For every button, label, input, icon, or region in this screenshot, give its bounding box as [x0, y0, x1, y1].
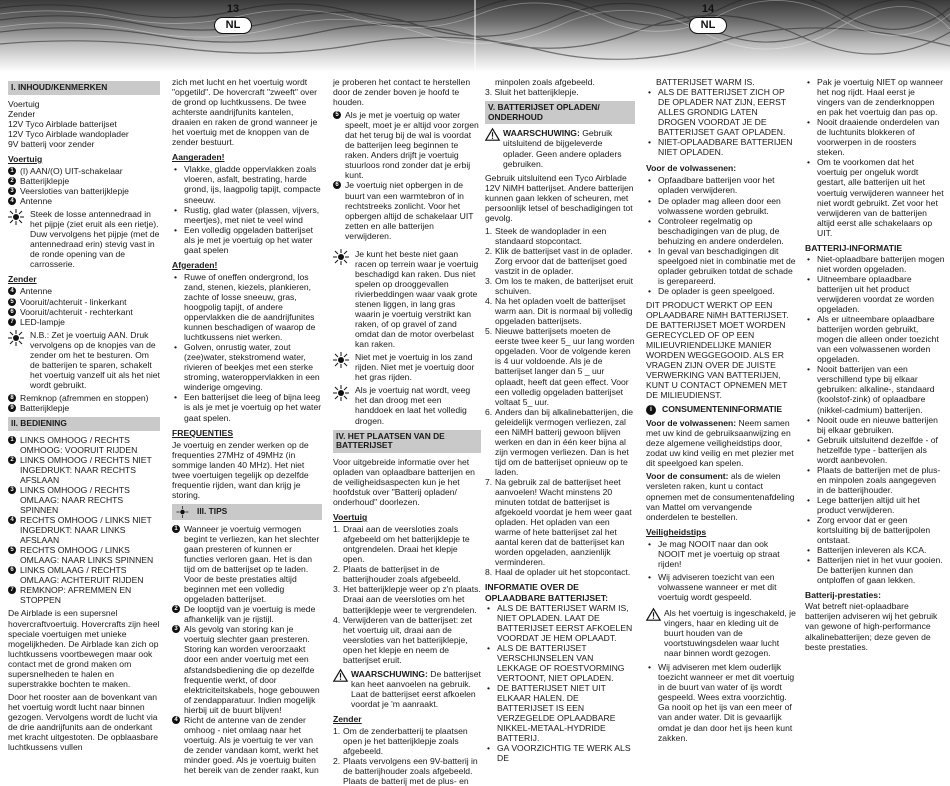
list-item: • Lege batterijen altijd uit het product verwijderen.	[805, 495, 945, 515]
paragraph: Wat betreft niet-oplaadbare batterijen adviseren wij het gebruik van gewone of high-performance alkalinebatterijen; deze geven de beste prestaties.	[805, 601, 938, 652]
list-item: 4 Antenne	[8, 196, 160, 206]
list-item: • ALS DE BATTERIJSET ZICH OP DE OPLADER NAT ZIJN, EERST ALLES GRONDIG LATEN DROGEN VOORDAT JE DE BATTERIJSET GAAT OPLADEN.	[646, 87, 796, 137]
tip-sparkle-icon	[8, 330, 28, 346]
warning-triangle-icon	[646, 608, 661, 621]
tips-list	[172, 524, 322, 775]
list-item: • Zorg ervoor dat er geen kortsluiting bij de batterijpolen ontstaat.	[805, 515, 945, 545]
column-5	[646, 77, 796, 743]
tip-wet: Als je voertuig nat wordt, veeg het dan droog met een handdoek en laat het volledig drogen.	[333, 385, 481, 425]
contents-item: 12V Tyco Airblade batterijset	[8, 118, 117, 129]
batterij-informatie-list	[805, 254, 945, 586]
contents-item: Voertuig	[8, 98, 40, 109]
subheading-info-oplaadbare: INFORMATIE OVER DE OPLAADBARE BATTERIJSET:	[485, 582, 609, 603]
subheading-voertuig: Voertuig	[333, 512, 368, 523]
bediening-list	[8, 435, 160, 606]
contents-item: Zender	[8, 108, 36, 119]
paragraph: Gebruik uitsluitend een Tyco Airblade 12V NiMH batterijset. Andere batterijen kunnen gaan lekken of scheuren, met persoonlijk letsel of beschadigingen tot gevolg.	[485, 172, 634, 223]
list-item: • Rustig, glad water (plassen, vijvers, meertjes), met niet te veel wind	[172, 205, 322, 225]
veiligheidstips-list-2	[646, 662, 796, 742]
paragraph: minpolen zoals afgebeeld.	[495, 77, 595, 87]
list-item: 1. Steek de wandoplader in een standaard stopcontact.	[485, 225, 607, 246]
list-item: • Uitneembare oplaadbare batterijen uit het product verwijderen voordat ze worden opgeladen.	[805, 274, 945, 314]
subheading-volwassenen: Voor de volwassenen:	[646, 163, 737, 174]
page-number-left: 13	[226, 3, 240, 15]
veiligheidstips-list	[646, 539, 796, 602]
list-item: 1. Draai aan de veersloties zoals afgebeeld om het batterijklepje te ontgrendelen. Draai het klepje open.	[333, 524, 470, 565]
language-badge-right: NL	[689, 17, 727, 34]
column-2	[172, 77, 322, 775]
list-item: • Gebruik uitsluitend dezelfde - of hetzelfde type - batterijen als wordt aanbevolen.	[805, 435, 945, 465]
volwassenen-list	[646, 175, 796, 296]
list-item: 6 Vooruit/achteruit - rechterkant	[8, 307, 160, 317]
section-heading-bediening: II. BEDIENING	[8, 417, 160, 431]
list-item: • Batterijen inleveren als KCA.	[805, 545, 945, 555]
tip-zender: N.B.: Zet je voertuig AAN. Druk vervolgens op de knopjes van de zender om het te besturen. Om de batterijen te sparen, schakelt het voertuig vanzelf uit als het niet wordt gebruikt.	[8, 330, 160, 390]
list-item: • Niet-oplaadbare batterijen mogen niet worden opgeladen.	[805, 254, 945, 274]
list-item: • Nooit batterijen van een verschillend type bij elkaar gebruiken: alkaline-, standaard (koolstof-zink) of oplaadbare (nikkel-cadmium) batterijen.	[805, 364, 945, 414]
subheading-zender: Zender	[333, 713, 362, 724]
list-item: 4 Antenne	[8, 286, 160, 296]
language-badge-left: NL	[214, 17, 252, 34]
info-list-cont	[646, 87, 796, 157]
warning-charger: WAARSCHUWING: Gebruik uitsluitend de bijgeleverde oplader. Geen andere opladers gebruiken.	[485, 128, 635, 168]
list-item: 5 Als je met je voertuig op water speelt, moet je er altijd voor zorgen dat het terug bij de wal is voordat de batterijen leeg beginnen te raken. Anders drijft je voertuig stuurloos rond zonder dat je erbij kunt.	[333, 110, 481, 180]
list-item: • Een batterijset die leeg of bijna leeg is als je met je voertuig op het water gaat spelen.	[172, 392, 322, 422]
list-item: 6 Je voertuig niet opbergen in de buurt van een warmtebron of in rechtstreeks zonlicht. Voor het opbergen altijd de schakelaar UIT zetten en alle batterijen verwijderen.	[333, 180, 481, 240]
list-item: 4. Na het opladen voelt de batterijset warm aan. Dit is normaal bij volledig opgeladen batterijsets.	[485, 296, 633, 327]
list-item: 2 Batterijklepje	[8, 176, 160, 186]
list-item: 8 Remknop (afremmen en stoppen)	[8, 393, 160, 403]
list-item: 5 Vooruit/achteruit - linkerkant	[8, 297, 160, 307]
column-4	[485, 77, 635, 763]
list-item: 2. Klik de batterijset vast in de oplader. Zorg ervoor dat de batterijset goed vastzit in de oplader.	[485, 245, 633, 277]
subheading-voertuig: Voertuig	[8, 153, 43, 164]
tip-terrain: Je kunt het beste niet gaan racen op terrein waar je voertuig beschadigd kan raken. Dus niet spelen op drooggevallen rivierbeddingen waar vaak grote stenen liggen, in lang gras waarin je voertuig verstrikt kan raken, of op gravel of zand omdat dan de motor overbelast kan raken.	[333, 249, 481, 349]
list-item: 2 De looptijd van je voertuig is mede afhankelijk van je rijstijl.	[172, 604, 322, 624]
column-3	[333, 77, 481, 786]
list-item: 3 Als gevolg van storing kan je voertuig slechter gaan presteren. Storing kan worden veroorzaakt door een ander voertuig met een afstandsbediening die op dezelfde frequentie werkt, of door elektriciteitskabels, hoge gebouwen of zendapparatuur. Indien mogelijk hierbij uit de buurt blijven!	[172, 624, 322, 714]
list-item: • Opfaadbare batterijen voor het opladen verwijderen.	[646, 175, 796, 195]
tip-antenna: Steek de losse antennedraad in het pijpje (ziet eruit als een rietje). Duw vervolgens het pijpje (met de antennedraad erin) stevig vast in de ronde opening van de carrosserie.	[8, 209, 160, 269]
contents-list	[8, 99, 160, 149]
list-item: 4 RECHTS OMHOOG / LINKS NIET INGEDRUKT: NAAR LINKS AFSLAAN	[8, 515, 160, 545]
list-item: • Plaats de batterijen met de plus- en minpolen zoals aangegeven in de batterijhouder.	[805, 465, 945, 495]
list-item: 3. Om los te maken, de batterijset eruit schuiven.	[485, 276, 634, 297]
list-item: 1 Wanneer je voertuig vermogen begint te verliezen, kan het slechter gaan presteren of kunnen er functies verloren gaan. Het is dan tijd om de batterijset op te laden. Voor de beste prestaties altijd beginnen met een volledig opgeladen batterijset.	[172, 524, 322, 604]
list-item: 3. Het batterijklepje weer op z'n plaats. Draai aan de veersloties om het batterijklepje weer te vergrendelen.	[333, 584, 481, 615]
list-item: 7. Na gebruik zal de batterijset heet aanvoelen! Wacht minstens 20 minuten totdat de batterijset is afgekoeld voordat je hem weer gaat opladen. Het opladen van een warme of hete batterijset zal het aantal keren dat de batterijset kan worden opgeladen, aanzienlijk verminderen.	[485, 477, 632, 568]
subheading-batterij-prestaties: Batterij-prestaties:	[805, 590, 881, 601]
paragraph: De Airblade is een supersnel hovercraftvoertuig. Hovercrafts zijn heel speciale voertuigen met unieke mogelijkheden. De Airblade kan zich op luchtkussens voortbewegen maar ook contact met de grond maken om supersnelheden te halen en superstrakke bochten te maken.	[8, 608, 160, 689]
list-item: • NIET-OPLAADBARE BATTERIJEN NIET OPLADEN.	[646, 137, 796, 157]
info-icon: i	[646, 405, 656, 415]
section-heading-tips: III. TIPS	[172, 504, 322, 520]
contents-item: 9V batterij voor zender	[8, 138, 95, 149]
list-item: 7 LED-lampje	[8, 317, 160, 327]
page-number-right: 14	[701, 3, 715, 15]
safety-list	[805, 77, 945, 238]
list-item: • Als er uitneembare oplaadbare batterijen worden gebruikt, mogen die alleen onder toezicht van een volwassenen worden opgeladen.	[805, 314, 945, 364]
afgeraden-list	[172, 272, 322, 423]
subheading-afgeraden: Afgeraden!	[172, 259, 218, 270]
aangeraden-list	[172, 164, 322, 254]
list-item: • Je mag NOOIT naar dan ook NOOIT met je voertuig op straat rijden!	[646, 539, 796, 569]
subheading-consumenteninformatie: i CONSUMENTENINFORMATIE	[646, 404, 796, 415]
list-item: • Om te voorkomen dat het voertuig per ongeluk wordt gestart, alle batterijen uit het voertuig verwijderen wanneer het niet wordt gebruikt. Zet voor het verwijderen van de batterijen altijd eerst alle schakelaars op UIT.	[805, 157, 945, 237]
column-6	[805, 77, 945, 655]
list-item: 4. Verwijderen van de batterijset: zet het voertuig uit, draai aan de veersloties van het batterijklepje, open het klepje en neem de batterijset eruit.	[333, 614, 472, 665]
paragraph: Door het rooster aan de bovenkant van het voertuig wordt lucht naar binnen gezogen. Vervolgens wordt de lucht via de drie aandrijfunits aan de onderkant met kracht uitgestoten. De opblaasbare luchtkussens vullen	[8, 691, 159, 753]
tip-sparkle-icon	[333, 352, 353, 368]
subheading-frequenties: FREQUENTIES	[172, 427, 234, 438]
section-heading-inhoud: I. INHOUD/KENMERKEN	[8, 81, 160, 95]
zender-parts-list	[8, 286, 160, 326]
list-item: • Wij adviseren toezicht van een volwassene wanneer er met dit voertuig wordt gespeeld.	[646, 572, 796, 602]
paragraph: je proberen het contact te herstellen door de zender boven je hoofd te houden.	[333, 77, 471, 108]
subheading-aangeraden: Aangeraden!	[172, 152, 225, 163]
list-item: • ALS DE BATTERIJSET VERSCHIJNSELEN VAN LEKKAGE OF ROESTVORMING VERTOONT, NIET OPLADEN.	[485, 643, 635, 683]
tip-sparkle-icon	[333, 385, 353, 401]
decorative-texture	[0, 0, 950, 72]
list-item: • ALS DE BATTERIJSET WARM IS, NIET OPLADEN. LAAT DE BATTERIJSET EERST AFKOELEN VOORDAT JE HEM OPLAADT.	[485, 603, 635, 643]
list-item: 2 LINKS OMHOOG / RECHTS NIET INGEDRUKT: NAAR RECHTS AFSLAAN	[8, 455, 160, 485]
list-item: • Controleer regelmatig op beschadigingen van de plug, de behuizing en andere onderdelen.	[646, 216, 796, 246]
tip-sparkle-icon	[333, 249, 353, 265]
list-item: • Wij adviseren met klem ouderlijk toezicht wanneer er met dit voertuig in de buurt van water of ijs wordt gespeeld. Wees extra voorzichtig. Ga nooit op het ijs van een meer of van ander water. Dit is gevaarlijk omdat je dan door het ijs heen kunt zakken.	[646, 662, 796, 742]
list-item: 3 LINKS OMHOOG / RECHTS OMLAAG: NAAR RECHTS SPINNEN	[8, 485, 160, 515]
list-item: 4 Richt de antenne van de zender omhoog - niet omlaag naar het voertuig. Als je voertuig te ver van de zender vandaan komt, werkt het minder goed. Als je voertuig buiten het bereik van de zender raakt, kun	[172, 715, 322, 775]
warning-battery-hot: WAARSCHUWING: De batterijset kan heet aanvoelen na gebruik. Laat de batterijset eerst afkoelen voordat je 'm aanraakt.	[333, 669, 481, 709]
paragraph-recycle: DIT PRODUCT WERKT OP EEN OPLAADBARE NiMH BATTERIJSET. DE BATTERIJSET MOET WORDEN GERECYCLED OF OP EEN MILIEUVRIENDELIJKE MANIER WORDEN WEGGEGOOID. ALS ER VRAGEN ZIJN OVER DE JUISTE VERWERKING VAN BATTERIJEN, KUNT U CONTACT OPNEMEN MET DE MILIEUDIENST.	[646, 299, 789, 401]
subheading-zender: Zender	[8, 274, 37, 285]
list-item: 1. Om de zenderbatterij te plaatsen open je het batterijklepje zoals afgebeeld.	[333, 726, 468, 757]
contents-item: 12V Tyco Airblade wandoplader	[8, 128, 129, 139]
tip-sand: Niet met je voertuig in los zand rijden. Niet met je voertuig door het gras rijden.	[333, 352, 481, 382]
paragraph: Je voertuig en zender werken op de frequenties 27MHz of 49MHz (in sommige landen 40 MHz). Het niet twee voertuigen tegelijk op dezelfde frequentie rijden, want dan krijg je storing.	[172, 439, 309, 500]
list-item: 1 (I) AAN/(O) UIT-schakelaar	[8, 166, 160, 176]
voertuig-parts-list	[8, 166, 160, 206]
paragraph: BATTERIJSET WARM IS.	[656, 77, 755, 87]
tip-sparkle-icon	[8, 209, 28, 225]
list-item: 5 RECHTS OMHOOG / LINKS OMLAAG: NAAR LINKS SPINNEN	[8, 545, 160, 565]
list-item: 2. Plaats vervolgens een 9V-batterij in de batterijhouder zoals afgebeeld. Plaats de batterij met de plus- en	[333, 756, 478, 786]
list-item: 7 REMKNOP: AFREMMEN EN STOPPEN	[8, 585, 160, 605]
list-item: 1 LINKS OMHOOG / RECHTS OMHOOG: VOORUIT RIJDEN	[8, 435, 160, 455]
section-heading-opladen: V. BATTERIJSET OPLADEN/ ONDERHOUD	[485, 101, 635, 124]
tips-list-cont	[333, 110, 481, 241]
zender-steps	[333, 726, 481, 786]
list-item: 2. Plaats de batterijset in de batterijhouder zoals afgebeeld.	[333, 564, 461, 585]
list-item: 3 Veersloties van batterijklepje	[8, 186, 160, 196]
section-heading-plaatsen: IV. HET PLAATSEN VAN DE BATTERIJSET	[333, 430, 481, 453]
zender-parts-list-2	[8, 393, 160, 413]
column-1	[8, 77, 160, 755]
paragraph: zich met lucht en het voertuig wordt "opgetild". De hovercraft "zweeft" over de grond op luchtkussens. De twee achterste aandrijfunits kantelen, draaien en raken de grond wanneer je het voertuig met de knoppen van de zender bestuurt.	[172, 77, 318, 148]
warning-triangle-icon	[333, 669, 348, 682]
charging-steps	[485, 226, 635, 578]
list-item: • Vlakke, gladde oppervlakken zoals vloeren, asfalt, bestrating, harde grond, ijs, laagpolig tapijt, compacte sneeuw.	[172, 164, 322, 204]
list-item: • GA VOORZICHTIG TE WERK ALS DE	[485, 743, 635, 763]
list-item: • Golven, onrustig water, zout (zee)water, stekstromend water, rivieren of beekjes met een sterke stroming, wateroppervlakken in een winderige omgeving.	[172, 342, 322, 392]
list-item: • De oplader mag alleen door een volwassene worden gebruikt.	[646, 196, 796, 216]
list-item: • De oplader is geen speelgoed.	[646, 286, 796, 296]
list-item: • Nooit oude en nieuwe batterijen bij elkaar gebruiken.	[805, 415, 945, 435]
list-item: 9 Batterijklepje	[8, 403, 160, 413]
list-item: 5. Nieuwe batterijsets moeten de eerste twee keer 5_ uur lang worden opgeladen. Voor de volgende keren is 4 uur voldoende. Als je de batterijset langer dan 5 _ uur oplaadt, heeft dat geen effect. Voor een volledig opgeladen batterijset voltaat 5_ uur.	[485, 326, 635, 407]
list-item: 6. Anders dan bij alkalinebatterijen, die geleidelijk vermogen verliezen, zal een NiMH batterij gewoon blijven werken en dan in één keer bijna al zijn vermogen verliezen. Dan is het tijd om de batterijset opnieuw op te laden.	[485, 406, 634, 477]
header-banner	[0, 0, 950, 72]
list-item: 6 LINKS OMLAAG / RECHTS OMLAAG: ACHTERUIT RIJDEN	[8, 565, 160, 585]
list-item: 8. Haal de oplader uit het stopcontact.	[485, 567, 631, 578]
subheading-veiligheidstips: Veiligheidstips	[646, 526, 707, 537]
list-item: • Batterijen niet in het vuur gooien. De batterijen kunnen dan ontploffen of gaan lekken.	[805, 555, 945, 585]
list-item: • Pak je voertuig NIET op wanneer het nog rijdt. Haal eerst je vingers van de zenderknoppen en pak het voertuig dan pas op.	[805, 77, 945, 117]
list-item: • Ruwe of oneffen ondergrond, los zand, stenen, kiezels, plankieren, zachte of losse sneeuw, gras, hoogpolig tapijt, of andere oppervlakken die de aandrijfunites kunnen beschadigen of waarop de luchtkussens niet werken.	[172, 272, 322, 342]
paragraph: Voor de consument: als de wielen versleten raken, kunt u contact opnemen met de consumentenafdeling van Mattel om vervangende onderdelen te bestellen.	[646, 471, 795, 522]
list-item: • Nooit draaiende onderdelen van de luchtunits blokkeren of voorwerpen in de roosters steken.	[805, 117, 945, 157]
list-item: • DE BATTERIJSET NIET UIT ELKAAR HALEN. DE BATTERIJSET IS EEN VERZEGELDE OPLAADBARE NIKKEL-METAAL-HYDRIDE BATTERIJ.	[485, 683, 635, 743]
list-item: • In geval van beschadigingen dit speelgoed niet in combinatie met de oplader gebruiken totdat de schade is gerepareerd.	[646, 246, 796, 286]
info-list	[485, 603, 635, 764]
warning-triangle-icon	[485, 128, 500, 141]
paragraph: 3. Sluit het batterijklepje.	[485, 87, 579, 98]
paragraph: Voor uitgebreide informatie over het opladen van oplaadbare batterijen en de veiligheidsaspecten kun je het hoofdstuk over "Batterij opladen/ onderhoud" doorlezen.	[333, 456, 475, 508]
list-item: • Een volledig opgeladen batterijset als je met je voertuig op het water gaat spelen	[172, 225, 322, 255]
warning-fingers: Als het voertuig is ingeschakeld, je vingers, haar en kleding uit de buurt houden van de voortstuwingsdelen waar lucht naar binnen wordt gezogen.	[646, 608, 796, 658]
voertuig-steps	[333, 524, 481, 665]
paragraph: Voor de volwassenen: Neem samen met uw kind de gebruiksaanwijzing en deze algemene veiligheidstips door, zodat uw kind veilig en met plezier met dit speelgoed kan spelen.	[646, 418, 794, 469]
tip-sparkle-icon	[175, 506, 193, 518]
subheading-batterij-informatie: BATTERIJ-INFORMATIE	[805, 242, 903, 253]
